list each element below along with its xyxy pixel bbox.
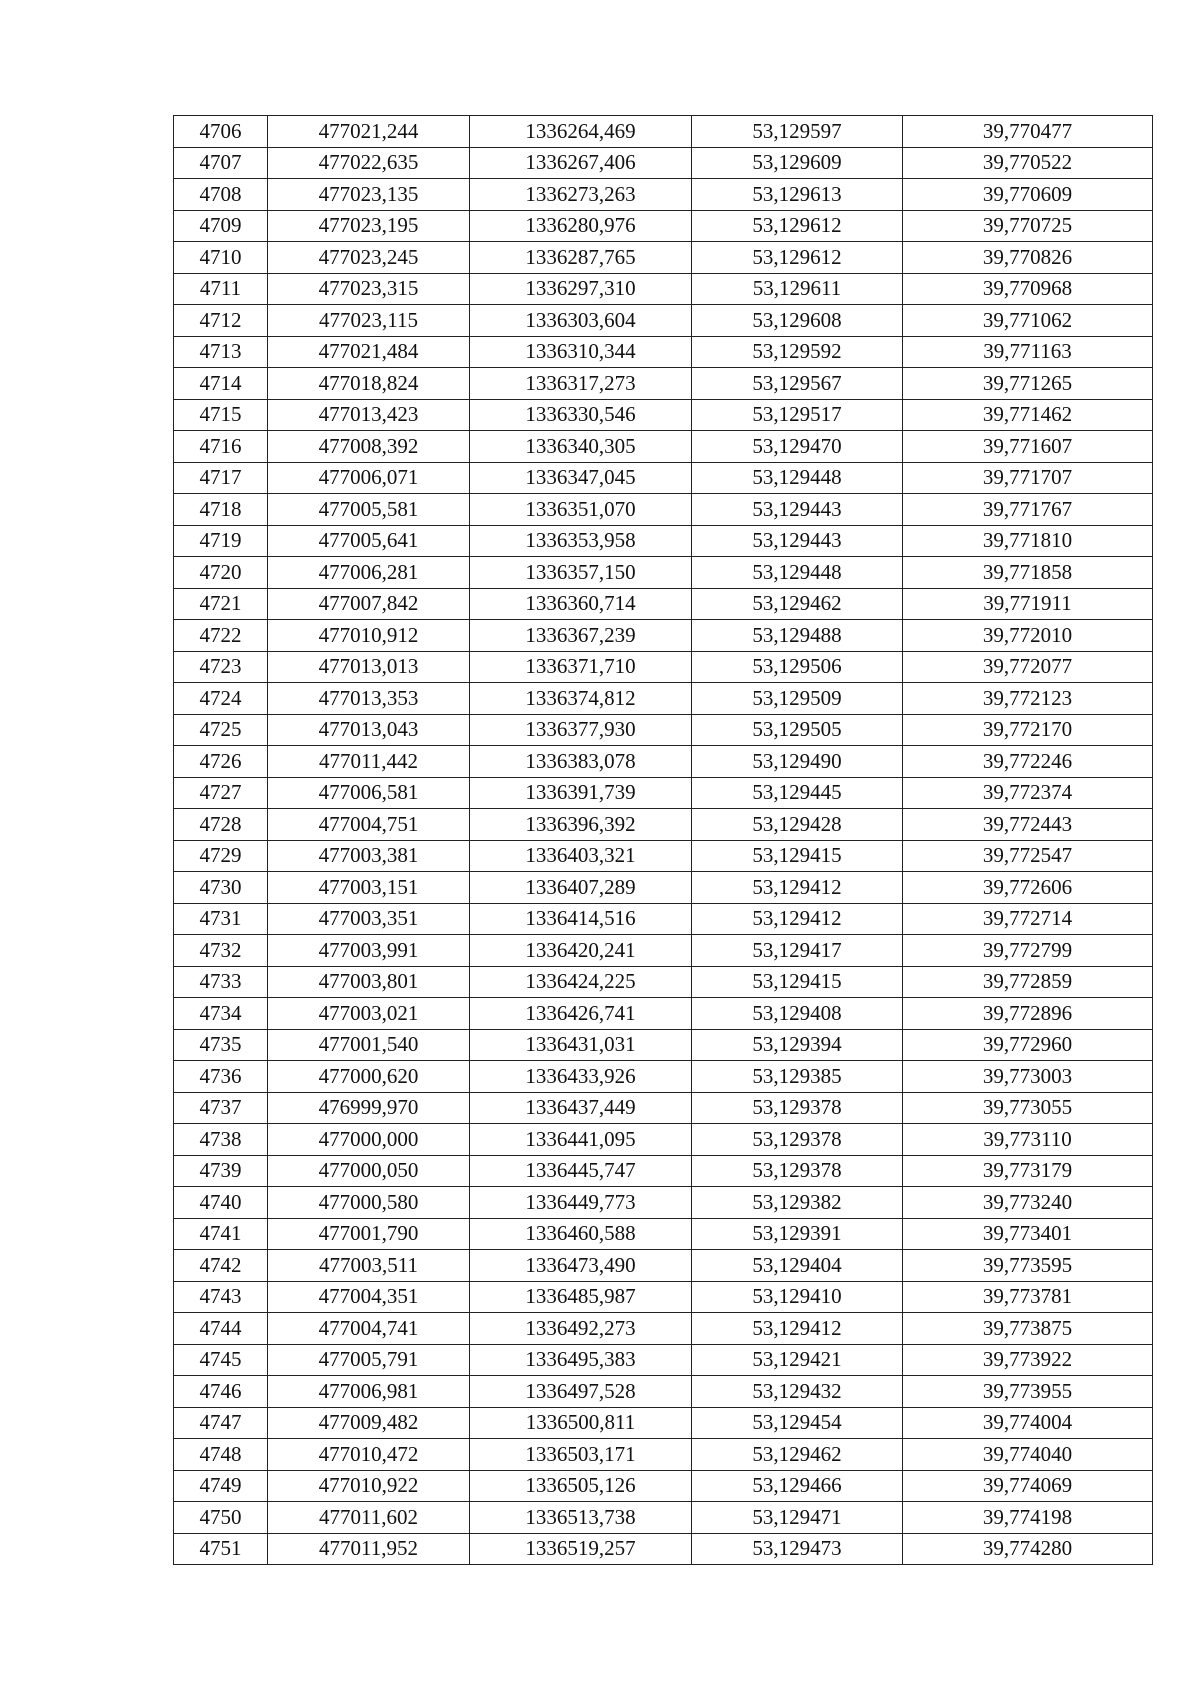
table-row [174, 462, 1153, 494]
table-row [174, 840, 1153, 872]
x-coordinate-cell: 477023,135 [268, 179, 470, 211]
y-coordinate-cell: 1336424,225 [470, 966, 692, 998]
y-coordinate-cell: 1336460,588 [470, 1218, 692, 1250]
y-coordinate-cell: 1336273,263 [470, 179, 692, 211]
longitude-cell: 39,772246 [903, 746, 1153, 778]
y-coordinate-cell: 1336303,604 [470, 305, 692, 337]
latitude-cell: 53,129509 [692, 683, 903, 715]
point-number-cell: 4728 [174, 809, 268, 841]
x-coordinate-cell: 477023,245 [268, 242, 470, 274]
y-coordinate-cell: 1336500,811 [470, 1407, 692, 1439]
y-coordinate-cell: 1336495,383 [470, 1344, 692, 1376]
point-number-cell: 4706 [174, 116, 268, 148]
longitude-cell: 39,774004 [903, 1407, 1153, 1439]
point-number-cell: 4714 [174, 368, 268, 400]
y-coordinate-cell: 1336351,070 [470, 494, 692, 526]
table-row [174, 1439, 1153, 1471]
table-row [174, 872, 1153, 904]
longitude-cell: 39,771707 [903, 462, 1153, 494]
x-coordinate-cell: 477004,741 [268, 1313, 470, 1345]
longitude-cell: 39,774198 [903, 1502, 1153, 1534]
point-number-cell: 4723 [174, 651, 268, 683]
latitude-cell: 53,129613 [692, 179, 903, 211]
longitude-cell: 39,770477 [903, 116, 1153, 148]
table-row [174, 368, 1153, 400]
coordinates-table [173, 115, 1153, 1565]
point-number-cell: 4724 [174, 683, 268, 715]
x-coordinate-cell: 477007,842 [268, 588, 470, 620]
y-coordinate-cell: 1336473,490 [470, 1250, 692, 1282]
y-coordinate-cell: 1336497,528 [470, 1376, 692, 1408]
x-coordinate-cell: 477011,952 [268, 1533, 470, 1565]
x-coordinate-cell: 477000,580 [268, 1187, 470, 1219]
y-coordinate-cell: 1336449,773 [470, 1187, 692, 1219]
longitude-cell: 39,770609 [903, 179, 1153, 211]
latitude-cell: 53,129443 [692, 494, 903, 526]
longitude-cell: 39,771062 [903, 305, 1153, 337]
table-row [174, 1218, 1153, 1250]
point-number-cell: 4737 [174, 1092, 268, 1124]
y-coordinate-cell: 1336503,171 [470, 1439, 692, 1471]
latitude-cell: 53,129428 [692, 809, 903, 841]
point-number-cell: 4708 [174, 179, 268, 211]
x-coordinate-cell: 477021,484 [268, 336, 470, 368]
table-row [174, 1407, 1153, 1439]
table-row [174, 557, 1153, 589]
point-number-cell: 4749 [174, 1470, 268, 1502]
point-number-cell: 4740 [174, 1187, 268, 1219]
latitude-cell: 53,129394 [692, 1029, 903, 1061]
x-coordinate-cell: 477009,482 [268, 1407, 470, 1439]
point-number-cell: 4742 [174, 1250, 268, 1282]
latitude-cell: 53,129462 [692, 588, 903, 620]
x-coordinate-cell: 477000,620 [268, 1061, 470, 1093]
table-row [174, 1187, 1153, 1219]
x-coordinate-cell: 477010,922 [268, 1470, 470, 1502]
point-number-cell: 4736 [174, 1061, 268, 1093]
y-coordinate-cell: 1336513,738 [470, 1502, 692, 1534]
y-coordinate-cell: 1336374,812 [470, 683, 692, 715]
table-row [174, 1061, 1153, 1093]
table-row [174, 966, 1153, 998]
y-coordinate-cell: 1336367,239 [470, 620, 692, 652]
x-coordinate-cell: 477013,013 [268, 651, 470, 683]
y-coordinate-cell: 1336505,126 [470, 1470, 692, 1502]
table-row [174, 179, 1153, 211]
point-number-cell: 4733 [174, 966, 268, 998]
table-row [174, 809, 1153, 841]
table-row [174, 273, 1153, 305]
point-number-cell: 4720 [174, 557, 268, 589]
latitude-cell: 53,129412 [692, 872, 903, 904]
latitude-cell: 53,129597 [692, 116, 903, 148]
point-number-cell: 4726 [174, 746, 268, 778]
x-coordinate-cell: 477022,635 [268, 147, 470, 179]
point-number-cell: 4747 [174, 1407, 268, 1439]
y-coordinate-cell: 1336340,305 [470, 431, 692, 463]
y-coordinate-cell: 1336347,045 [470, 462, 692, 494]
table-row [174, 399, 1153, 431]
table-row [174, 494, 1153, 526]
longitude-cell: 39,770968 [903, 273, 1153, 305]
table-row [174, 210, 1153, 242]
x-coordinate-cell: 477003,351 [268, 903, 470, 935]
latitude-cell: 53,129454 [692, 1407, 903, 1439]
latitude-cell: 53,129385 [692, 1061, 903, 1093]
latitude-cell: 53,129471 [692, 1502, 903, 1534]
table-row [174, 620, 1153, 652]
longitude-cell: 39,772606 [903, 872, 1153, 904]
point-number-cell: 4721 [174, 588, 268, 620]
x-coordinate-cell: 477013,423 [268, 399, 470, 431]
latitude-cell: 53,129378 [692, 1155, 903, 1187]
latitude-cell: 53,129443 [692, 525, 903, 557]
latitude-cell: 53,129412 [692, 1313, 903, 1345]
table-row [174, 1313, 1153, 1345]
latitude-cell: 53,129462 [692, 1439, 903, 1471]
x-coordinate-cell: 477008,392 [268, 431, 470, 463]
x-coordinate-cell: 477003,801 [268, 966, 470, 998]
latitude-cell: 53,129417 [692, 935, 903, 967]
table-row [174, 998, 1153, 1030]
y-coordinate-cell: 1336280,976 [470, 210, 692, 242]
point-number-cell: 4744 [174, 1313, 268, 1345]
table-row [174, 1124, 1153, 1156]
x-coordinate-cell: 477006,581 [268, 777, 470, 809]
latitude-cell: 53,129408 [692, 998, 903, 1030]
coordinates-table-body [174, 116, 1153, 1565]
table-row [174, 1533, 1153, 1565]
latitude-cell: 53,129612 [692, 210, 903, 242]
latitude-cell: 53,129415 [692, 966, 903, 998]
table-row [174, 147, 1153, 179]
x-coordinate-cell: 477003,381 [268, 840, 470, 872]
table-row [174, 935, 1153, 967]
table-row [174, 336, 1153, 368]
x-coordinate-cell: 477011,442 [268, 746, 470, 778]
x-coordinate-cell: 477013,043 [268, 714, 470, 746]
longitude-cell: 39,771767 [903, 494, 1153, 526]
longitude-cell: 39,770522 [903, 147, 1153, 179]
longitude-cell: 39,773401 [903, 1218, 1153, 1250]
latitude-cell: 53,129466 [692, 1470, 903, 1502]
point-number-cell: 4751 [174, 1533, 268, 1565]
point-number-cell: 4741 [174, 1218, 268, 1250]
latitude-cell: 53,129448 [692, 557, 903, 589]
y-coordinate-cell: 1336310,344 [470, 336, 692, 368]
x-coordinate-cell: 477003,151 [268, 872, 470, 904]
latitude-cell: 53,129611 [692, 273, 903, 305]
x-coordinate-cell: 477003,991 [268, 935, 470, 967]
x-coordinate-cell: 477004,351 [268, 1281, 470, 1313]
x-coordinate-cell: 477006,281 [268, 557, 470, 589]
y-coordinate-cell: 1336287,765 [470, 242, 692, 274]
point-number-cell: 4722 [174, 620, 268, 652]
table-row [174, 1470, 1153, 1502]
y-coordinate-cell: 1336264,469 [470, 116, 692, 148]
point-number-cell: 4709 [174, 210, 268, 242]
x-coordinate-cell: 477011,602 [268, 1502, 470, 1534]
latitude-cell: 53,129490 [692, 746, 903, 778]
latitude-cell: 53,129609 [692, 147, 903, 179]
y-coordinate-cell: 1336485,987 [470, 1281, 692, 1313]
latitude-cell: 53,129505 [692, 714, 903, 746]
point-number-cell: 4729 [174, 840, 268, 872]
table-row [174, 1155, 1153, 1187]
latitude-cell: 53,129470 [692, 431, 903, 463]
latitude-cell: 53,129382 [692, 1187, 903, 1219]
table-row [174, 242, 1153, 274]
point-number-cell: 4715 [174, 399, 268, 431]
latitude-cell: 53,129404 [692, 1250, 903, 1282]
y-coordinate-cell: 1336407,289 [470, 872, 692, 904]
table-row [174, 1344, 1153, 1376]
y-coordinate-cell: 1336396,392 [470, 809, 692, 841]
table-row [174, 1502, 1153, 1534]
y-coordinate-cell: 1336330,546 [470, 399, 692, 431]
longitude-cell: 39,772960 [903, 1029, 1153, 1061]
point-number-cell: 4738 [174, 1124, 268, 1156]
point-number-cell: 4710 [174, 242, 268, 274]
y-coordinate-cell: 1336519,257 [470, 1533, 692, 1565]
x-coordinate-cell: 477006,981 [268, 1376, 470, 1408]
table-row [174, 651, 1153, 683]
table-row [174, 903, 1153, 935]
latitude-cell: 53,129488 [692, 620, 903, 652]
longitude-cell: 39,773781 [903, 1281, 1153, 1313]
point-number-cell: 4730 [174, 872, 268, 904]
longitude-cell: 39,773875 [903, 1313, 1153, 1345]
y-coordinate-cell: 1336353,958 [470, 525, 692, 557]
x-coordinate-cell: 477023,195 [268, 210, 470, 242]
longitude-cell: 39,770826 [903, 242, 1153, 274]
x-coordinate-cell: 477005,641 [268, 525, 470, 557]
longitude-cell: 39,771607 [903, 431, 1153, 463]
longitude-cell: 39,772374 [903, 777, 1153, 809]
y-coordinate-cell: 1336371,710 [470, 651, 692, 683]
longitude-cell: 39,774280 [903, 1533, 1153, 1565]
latitude-cell: 53,129448 [692, 462, 903, 494]
table-row [174, 1092, 1153, 1124]
latitude-cell: 53,129506 [692, 651, 903, 683]
x-coordinate-cell: 477018,824 [268, 368, 470, 400]
x-coordinate-cell: 477003,021 [268, 998, 470, 1030]
y-coordinate-cell: 1336403,321 [470, 840, 692, 872]
point-number-cell: 4713 [174, 336, 268, 368]
longitude-cell: 39,773055 [903, 1092, 1153, 1124]
latitude-cell: 53,129421 [692, 1344, 903, 1376]
longitude-cell: 39,773003 [903, 1061, 1153, 1093]
longitude-cell: 39,772443 [903, 809, 1153, 841]
table-row [174, 305, 1153, 337]
table-row [174, 525, 1153, 557]
y-coordinate-cell: 1336414,516 [470, 903, 692, 935]
table-row [174, 588, 1153, 620]
x-coordinate-cell: 477023,315 [268, 273, 470, 305]
table-row [174, 431, 1153, 463]
longitude-cell: 39,774069 [903, 1470, 1153, 1502]
longitude-cell: 39,773110 [903, 1124, 1153, 1156]
point-number-cell: 4712 [174, 305, 268, 337]
longitude-cell: 39,772010 [903, 620, 1153, 652]
x-coordinate-cell: 477000,050 [268, 1155, 470, 1187]
latitude-cell: 53,129378 [692, 1092, 903, 1124]
point-number-cell: 4746 [174, 1376, 268, 1408]
latitude-cell: 53,129592 [692, 336, 903, 368]
longitude-cell: 39,773922 [903, 1344, 1153, 1376]
latitude-cell: 53,129445 [692, 777, 903, 809]
y-coordinate-cell: 1336360,714 [470, 588, 692, 620]
point-number-cell: 4748 [174, 1439, 268, 1471]
latitude-cell: 53,129612 [692, 242, 903, 274]
point-number-cell: 4717 [174, 462, 268, 494]
x-coordinate-cell: 477001,540 [268, 1029, 470, 1061]
longitude-cell: 39,772799 [903, 935, 1153, 967]
point-number-cell: 4745 [174, 1344, 268, 1376]
table-row [174, 1281, 1153, 1313]
table-row [174, 714, 1153, 746]
point-number-cell: 4735 [174, 1029, 268, 1061]
x-coordinate-cell: 477010,912 [268, 620, 470, 652]
x-coordinate-cell: 477005,791 [268, 1344, 470, 1376]
y-coordinate-cell: 1336391,739 [470, 777, 692, 809]
point-number-cell: 4731 [174, 903, 268, 935]
longitude-cell: 39,771810 [903, 525, 1153, 557]
table-row [174, 1376, 1153, 1408]
y-coordinate-cell: 1336445,747 [470, 1155, 692, 1187]
longitude-cell: 39,772714 [903, 903, 1153, 935]
latitude-cell: 53,129473 [692, 1533, 903, 1565]
y-coordinate-cell: 1336297,310 [470, 273, 692, 305]
table-row [174, 1250, 1153, 1282]
x-coordinate-cell: 477001,790 [268, 1218, 470, 1250]
point-number-cell: 4711 [174, 273, 268, 305]
x-coordinate-cell: 477023,115 [268, 305, 470, 337]
latitude-cell: 53,129410 [692, 1281, 903, 1313]
table-row [174, 1029, 1153, 1061]
x-coordinate-cell: 477021,244 [268, 116, 470, 148]
x-coordinate-cell: 476999,970 [268, 1092, 470, 1124]
longitude-cell: 39,770725 [903, 210, 1153, 242]
table-row [174, 746, 1153, 778]
longitude-cell: 39,773595 [903, 1250, 1153, 1282]
y-coordinate-cell: 1336492,273 [470, 1313, 692, 1345]
y-coordinate-cell: 1336383,078 [470, 746, 692, 778]
latitude-cell: 53,129391 [692, 1218, 903, 1250]
y-coordinate-cell: 1336431,031 [470, 1029, 692, 1061]
y-coordinate-cell: 1336317,273 [470, 368, 692, 400]
point-number-cell: 4732 [174, 935, 268, 967]
point-number-cell: 4727 [174, 777, 268, 809]
x-coordinate-cell: 477005,581 [268, 494, 470, 526]
point-number-cell: 4707 [174, 147, 268, 179]
table-row [174, 683, 1153, 715]
latitude-cell: 53,129378 [692, 1124, 903, 1156]
longitude-cell: 39,773955 [903, 1376, 1153, 1408]
longitude-cell: 39,771163 [903, 336, 1153, 368]
longitude-cell: 39,772859 [903, 966, 1153, 998]
longitude-cell: 39,774040 [903, 1439, 1153, 1471]
y-coordinate-cell: 1336426,741 [470, 998, 692, 1030]
point-number-cell: 4750 [174, 1502, 268, 1534]
point-number-cell: 4739 [174, 1155, 268, 1187]
point-number-cell: 4718 [174, 494, 268, 526]
latitude-cell: 53,129608 [692, 305, 903, 337]
x-coordinate-cell: 477010,472 [268, 1439, 470, 1471]
longitude-cell: 39,771911 [903, 588, 1153, 620]
x-coordinate-cell: 477003,511 [268, 1250, 470, 1282]
y-coordinate-cell: 1336377,930 [470, 714, 692, 746]
table-row [174, 777, 1153, 809]
longitude-cell: 39,773179 [903, 1155, 1153, 1187]
latitude-cell: 53,129412 [692, 903, 903, 935]
longitude-cell: 39,771462 [903, 399, 1153, 431]
y-coordinate-cell: 1336420,241 [470, 935, 692, 967]
x-coordinate-cell: 477004,751 [268, 809, 470, 841]
longitude-cell: 39,772077 [903, 651, 1153, 683]
table-row [174, 116, 1153, 148]
point-number-cell: 4743 [174, 1281, 268, 1313]
longitude-cell: 39,773240 [903, 1187, 1153, 1219]
longitude-cell: 39,772170 [903, 714, 1153, 746]
y-coordinate-cell: 1336441,095 [470, 1124, 692, 1156]
longitude-cell: 39,772896 [903, 998, 1153, 1030]
x-coordinate-cell: 477000,000 [268, 1124, 470, 1156]
y-coordinate-cell: 1336357,150 [470, 557, 692, 589]
point-number-cell: 4716 [174, 431, 268, 463]
latitude-cell: 53,129415 [692, 840, 903, 872]
y-coordinate-cell: 1336437,449 [470, 1092, 692, 1124]
longitude-cell: 39,772547 [903, 840, 1153, 872]
y-coordinate-cell: 1336267,406 [470, 147, 692, 179]
x-coordinate-cell: 477013,353 [268, 683, 470, 715]
y-coordinate-cell: 1336433,926 [470, 1061, 692, 1093]
x-coordinate-cell: 477006,071 [268, 462, 470, 494]
longitude-cell: 39,771265 [903, 368, 1153, 400]
latitude-cell: 53,129567 [692, 368, 903, 400]
latitude-cell: 53,129517 [692, 399, 903, 431]
point-number-cell: 4725 [174, 714, 268, 746]
longitude-cell: 39,772123 [903, 683, 1153, 715]
latitude-cell: 53,129432 [692, 1376, 903, 1408]
point-number-cell: 4719 [174, 525, 268, 557]
longitude-cell: 39,771858 [903, 557, 1153, 589]
point-number-cell: 4734 [174, 998, 268, 1030]
